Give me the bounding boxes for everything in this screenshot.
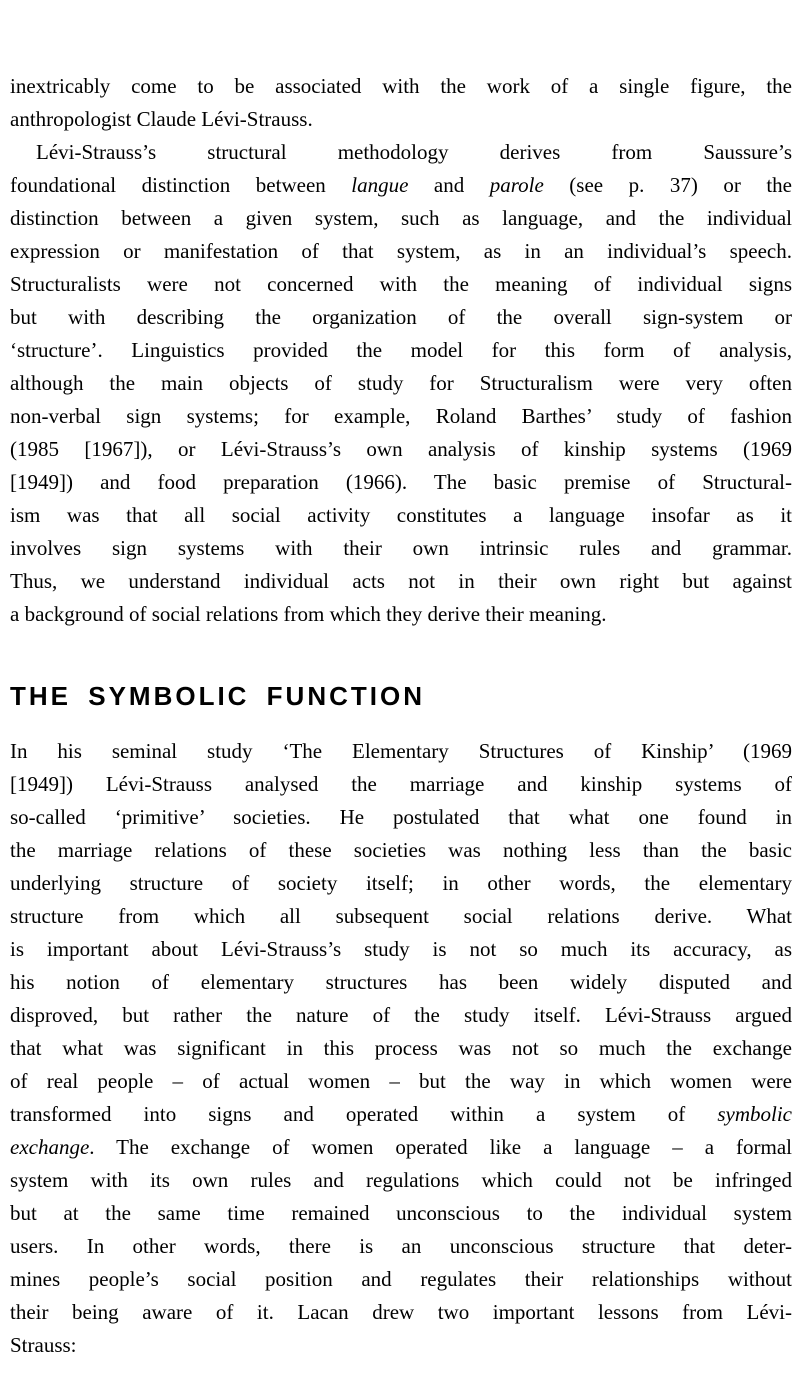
text-line: Thus, we understand individual acts not in their own right but against bbox=[10, 569, 792, 593]
paragraph bbox=[10, 136, 792, 631]
text-line: [1949]) and food preparation (1966). The basic premise of Structural- bbox=[10, 470, 792, 494]
text-line: anthropologist Claude Lévi-Strauss. bbox=[10, 107, 313, 131]
text-line: but with describing the organization of the overall sign-system or bbox=[10, 305, 792, 329]
paragraph bbox=[10, 735, 792, 1362]
text-line: ‘structure’. Linguistics provided the model for this form of analysis, bbox=[10, 338, 792, 362]
text-line: [1949]) Lévi-Strauss analysed the marriage and kinship systems of bbox=[10, 772, 792, 796]
text-line: expression or manifestation of that system, as in an individual’s speech. bbox=[10, 239, 792, 263]
text-line: underlying structure of society itself; in other words, the elementary bbox=[10, 871, 792, 895]
text-line: transformed into signs and operated within a system of symbolic bbox=[10, 1102, 792, 1126]
text-line: distinction between a given system, such as language, and the individual bbox=[10, 206, 792, 230]
text-line: so-called ‘primitive’ societies. He postulated that what one found in bbox=[10, 805, 792, 829]
text-line: but at the same time remained unconscious to the individual system bbox=[10, 1201, 792, 1225]
text-line: Lévi-Strauss’s structural methodology derives from Saussure’s bbox=[36, 140, 792, 164]
text-line: exchange. The exchange of women operated like a language – a formal bbox=[10, 1135, 792, 1159]
text-line: users. In other words, there is an unconscious structure that deter- bbox=[10, 1234, 792, 1258]
page-body bbox=[10, 70, 792, 1362]
text-line: ism was that all social activity constitutes a language insofar as it bbox=[10, 503, 792, 527]
text-line: In his seminal study ‘The Elementary Structures of Kinship’ (1969 bbox=[10, 739, 792, 763]
text-line: mines people’s social position and regulates their relationships without bbox=[10, 1267, 792, 1291]
paragraph bbox=[10, 70, 792, 136]
text-line: disproved, but rather the nature of the study itself. Lévi-Strauss argued bbox=[10, 1003, 792, 1027]
section-heading: THE SYMBOLIC FUNCTION bbox=[10, 681, 425, 711]
text-line: is important about Lévi-Strauss’s study is not so much its accuracy, as bbox=[10, 937, 792, 961]
text-line: that what was significant in this process was not so much the exchange bbox=[10, 1036, 792, 1060]
text-line: non-verbal sign systems; for example, Roland Barthes’ study of fashion bbox=[10, 404, 792, 428]
text-line: the marriage relations of these societies was nothing less than the basic bbox=[10, 838, 792, 862]
text-line: inextricably come to be associated with the work of a single figure, the bbox=[10, 74, 792, 98]
text-line: structure from which all subsequent social relations derive. What bbox=[10, 904, 792, 928]
text-line: system with its own rules and regulations which could not be infringed bbox=[10, 1168, 792, 1192]
text-line: although the main objects of study for Structuralism were very often bbox=[10, 371, 792, 395]
text-line: a background of social relations from which they derive their meaning. bbox=[10, 602, 607, 626]
text-line: Strauss: bbox=[10, 1333, 77, 1357]
text-line: their being aware of it. Lacan drew two important lessons from Lévi- bbox=[10, 1300, 792, 1324]
text-line: of real people – of actual women – but the way in which women were bbox=[10, 1069, 792, 1093]
text-line: foundational distinction between langue and parole (see p. 37) or the bbox=[10, 173, 792, 197]
text-line: (1985 [1967]), or Lévi-Strauss’s own analysis of kinship systems (1969 bbox=[10, 437, 792, 461]
text-line: Structuralists were not concerned with the meaning of individual signs bbox=[10, 272, 792, 296]
text-line: involves sign systems with their own intrinsic rules and grammar. bbox=[10, 536, 792, 560]
text-line: his notion of elementary structures has been widely disputed and bbox=[10, 970, 792, 994]
